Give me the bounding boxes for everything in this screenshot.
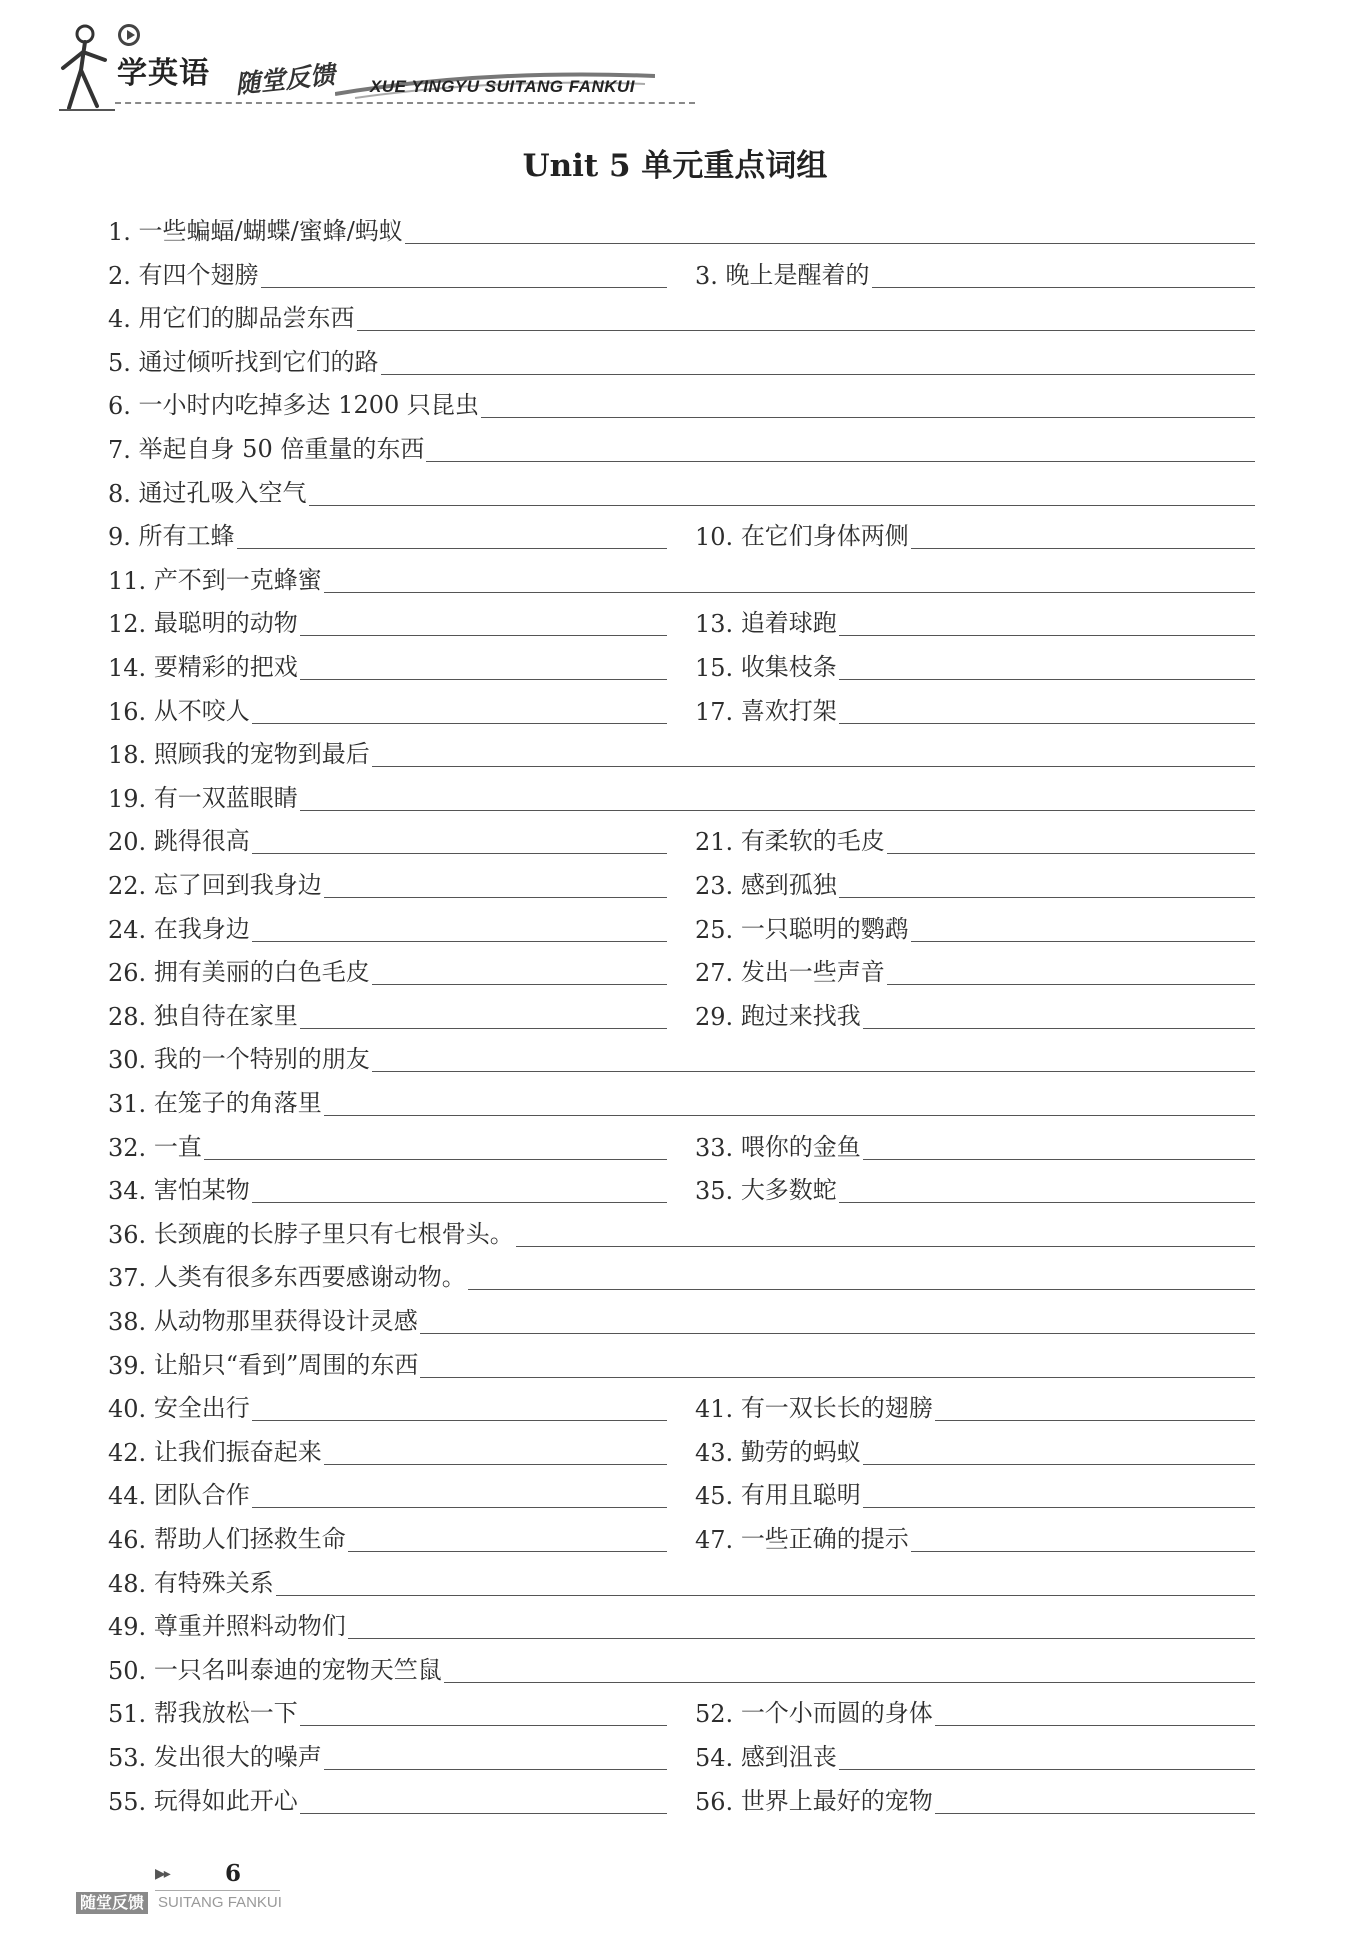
answer-blank[interactable]: [300, 1813, 667, 1814]
item-number: 9.: [108, 523, 131, 552]
answer-blank[interactable]: [252, 853, 667, 854]
item-prompt: 团队合作: [153, 1481, 250, 1510]
answer-blank[interactable]: [863, 1507, 1255, 1508]
answer-blank[interactable]: [935, 1813, 1255, 1814]
answer-blank[interactable]: [935, 1420, 1255, 1421]
answer-blank[interactable]: [935, 1725, 1255, 1726]
list-item: [108, 1346, 1255, 1380]
item-number: 30.: [108, 1046, 147, 1075]
item-number: 20.: [108, 828, 147, 857]
list-item: [695, 1476, 1255, 1510]
item-prompt: 有一双蓝眼睛: [153, 783, 298, 812]
answer-blank[interactable]: [276, 1595, 1255, 1596]
item-number: 25.: [695, 915, 734, 944]
answer-blank[interactable]: [237, 548, 667, 549]
list-item: [108, 953, 667, 987]
item-number: 40.: [108, 1395, 147, 1424]
item-prompt: 世界上最好的宠物: [740, 1786, 933, 1815]
list-item: [695, 866, 1255, 900]
item-number: 34.: [108, 1177, 147, 1206]
item-prompt: 最聪明的动物: [153, 609, 298, 638]
item-number: 27.: [695, 959, 734, 988]
list-item: [108, 1607, 1255, 1641]
item-number: 15.: [695, 654, 734, 682]
item-prompt: 发出一些声音: [740, 958, 885, 987]
list-item: [695, 604, 1255, 638]
item-prompt: 用它们的脚品尝东西: [138, 304, 355, 333]
footer-divider: [155, 1890, 280, 1891]
item-number: 48.: [108, 1569, 147, 1598]
item-prompt: 一些蝙蝠/蝴蝶/蜜蜂/蚂蚁: [138, 217, 403, 245]
list-item: [108, 1738, 667, 1772]
answer-blank[interactable]: [300, 1725, 667, 1726]
item-number: 38.: [108, 1308, 147, 1336]
answer-blank[interactable]: [420, 1377, 1255, 1378]
list-item: [108, 692, 667, 726]
list-item: [108, 910, 667, 944]
item-prompt: 有四个翅膀: [138, 260, 259, 289]
answer-blank[interactable]: [911, 548, 1255, 549]
answer-blank[interactable]: [872, 287, 1255, 288]
answer-blank[interactable]: [252, 1420, 667, 1421]
answer-blank[interactable]: [324, 592, 1255, 593]
answer-blank[interactable]: [324, 1769, 667, 1770]
list-item: [108, 1040, 1255, 1074]
list-item: [108, 1302, 1255, 1336]
item-prompt: 尊重并照料动物们: [153, 1612, 346, 1641]
list-item: [108, 1694, 667, 1728]
answer-blank[interactable]: [887, 853, 1255, 854]
list-item: [108, 1520, 667, 1554]
item-number: 5.: [108, 348, 131, 377]
list-item: [108, 1651, 1255, 1685]
item-number: 13.: [695, 610, 734, 639]
item-prompt: 一直: [153, 1132, 202, 1161]
item-prompt: 人类有很多东西要感谢动物。: [153, 1263, 466, 1292]
list-item: [695, 1128, 1255, 1162]
item-number: 44.: [108, 1482, 147, 1511]
list-item: [108, 1389, 667, 1423]
item-number: 55.: [108, 1787, 147, 1816]
item-prompt: 玩得如此开心: [153, 1786, 298, 1815]
answer-blank[interactable]: [300, 679, 667, 680]
item-number: 22.: [108, 872, 147, 900]
item-prompt: 通过倾听找到它们的路: [138, 347, 379, 376]
item-number: 28.: [108, 1002, 147, 1031]
item-prompt: 帮我放松一下: [153, 1699, 298, 1728]
item-prompt: 感到沮丧: [740, 1743, 837, 1771]
list-item: [108, 779, 1255, 813]
item-number: 18.: [108, 741, 147, 770]
item-prompt: 一只聪明的鹦鹉: [740, 914, 909, 943]
footer-badge: 随堂反馈: [76, 1892, 148, 1914]
answer-blank[interactable]: [348, 1638, 1255, 1639]
list-item: [695, 1389, 1255, 1423]
item-number: 33.: [695, 1133, 734, 1162]
item-prompt: 拥有美丽的白色毛皮: [153, 958, 370, 987]
list-item: [695, 910, 1255, 944]
page-title: Unit 5 单元重点词组: [522, 148, 828, 184]
list-item: [108, 822, 667, 856]
list-item: [108, 1171, 667, 1205]
list-item: [108, 1782, 667, 1816]
list-item: [695, 692, 1255, 726]
item-prompt: 一些正确的提示: [740, 1525, 909, 1553]
item-number: 10.: [695, 523, 734, 552]
answer-blank[interactable]: [863, 1159, 1255, 1160]
answer-blank[interactable]: [324, 1464, 667, 1465]
item-prompt: 发出很大的噪声: [153, 1743, 322, 1771]
answer-blank[interactable]: [887, 984, 1255, 985]
answer-blank[interactable]: [444, 1682, 1255, 1683]
answer-blank[interactable]: [405, 243, 1255, 244]
list-item: [108, 1476, 667, 1510]
item-number: 14.: [108, 654, 147, 682]
list-item: [695, 822, 1255, 856]
item-prompt: 所有工蜂: [138, 522, 235, 551]
list-item: [695, 997, 1255, 1031]
item-prompt: 照顾我的宠物到最后: [153, 740, 370, 769]
item-prompt: 有柔软的毛皮: [740, 827, 885, 856]
item-prompt: 追着球跑: [740, 609, 837, 638]
item-prompt: 感到孤独: [740, 871, 837, 899]
item-prompt: 要精彩的把戏: [153, 653, 298, 681]
answer-blank[interactable]: [372, 984, 667, 985]
list-item: [695, 517, 1255, 551]
answer-blank[interactable]: [863, 1464, 1255, 1465]
item-prompt: 从动物那里获得设计灵感: [153, 1307, 418, 1335]
item-prompt: 有特殊关系: [153, 1568, 274, 1597]
item-number: 39.: [108, 1351, 147, 1380]
item-prompt: 喜欢打架: [740, 696, 837, 725]
item-prompt: 收集枝条: [740, 653, 837, 681]
item-number: 19.: [108, 784, 147, 813]
item-prompt: 让我们振奋起来: [153, 1437, 322, 1466]
answer-blank[interactable]: [516, 1246, 1255, 1247]
item-number: 35.: [695, 1177, 734, 1206]
list-item: [695, 1520, 1255, 1554]
item-number: 17.: [695, 697, 734, 726]
answer-blank[interactable]: [324, 1115, 1255, 1116]
answer-blank[interactable]: [324, 897, 667, 898]
answer-blank[interactable]: [357, 330, 1255, 331]
page-number: 6: [225, 1860, 242, 1887]
item-prompt: 有一双长长的翅膀: [740, 1394, 933, 1423]
item-number: 24.: [108, 915, 147, 944]
answer-blank[interactable]: [372, 1071, 1255, 1072]
list-item: [108, 997, 667, 1031]
item-number: 11.: [108, 566, 147, 595]
answer-blank[interactable]: [348, 1551, 667, 1552]
item-prompt: 忘了回到我身边: [153, 871, 322, 899]
answer-blank[interactable]: [911, 1551, 1255, 1552]
list-item: [108, 430, 1255, 464]
item-number: 21.: [695, 828, 734, 857]
answer-blank[interactable]: [261, 287, 667, 288]
item-number: 47.: [695, 1526, 734, 1554]
answer-blank[interactable]: [309, 505, 1255, 506]
item-number: 36.: [108, 1220, 147, 1249]
item-number: 7.: [108, 436, 131, 464]
item-number: 42.: [108, 1438, 147, 1467]
answer-blank[interactable]: [381, 374, 1255, 375]
item-prompt: 勤劳的蚂蚁: [740, 1437, 861, 1466]
item-prompt: 一只名叫泰迪的宠物天竺鼠: [153, 1655, 442, 1684]
item-prompt: 产不到一克蜂蜜: [153, 565, 322, 594]
answer-blank[interactable]: [252, 723, 667, 724]
answer-blank[interactable]: [204, 1159, 667, 1160]
answer-blank[interactable]: [252, 941, 667, 942]
brand-pinyin: XUE YINGYU SUITANG FANKUI: [370, 77, 636, 96]
item-number: 45.: [695, 1482, 734, 1511]
list-item: [108, 866, 667, 900]
answer-blank[interactable]: [468, 1289, 1255, 1290]
item-number: 46.: [108, 1526, 147, 1554]
answer-blank[interactable]: [300, 810, 1255, 811]
item-prompt: 有用且聪明: [740, 1481, 861, 1510]
list-item: [108, 735, 1255, 769]
item-number: 49.: [108, 1613, 147, 1642]
list-item: [108, 386, 1255, 420]
item-prompt: 通过孔吸入空气: [138, 478, 307, 507]
item-prompt: 跑过来找我: [740, 1001, 861, 1030]
item-number: 4.: [108, 305, 131, 334]
answer-blank[interactable]: [252, 1202, 667, 1203]
item-number: 12.: [108, 610, 147, 639]
item-number: 31.: [108, 1090, 147, 1118]
answer-blank[interactable]: [300, 1028, 667, 1029]
item-prompt: 一小时内吃掉多达 1200 只昆虫: [138, 391, 479, 420]
list-item: [108, 604, 667, 638]
item-number: 29.: [695, 1002, 734, 1031]
item-number: 54.: [695, 1744, 734, 1772]
item-number: 53.: [108, 1744, 147, 1772]
list-item: [108, 256, 667, 290]
list-item: [695, 256, 1255, 290]
list-item: [108, 474, 1255, 508]
item-number: 1.: [108, 218, 131, 246]
item-number: 8.: [108, 479, 131, 508]
list-item: [695, 1433, 1255, 1467]
item-prompt: 在我身边: [153, 914, 250, 943]
answer-blank[interactable]: [839, 723, 1255, 724]
item-prompt: 举起自身 50 倍重量的东西: [138, 435, 425, 463]
list-item: [695, 1171, 1255, 1205]
list-item: [695, 1738, 1255, 1772]
item-number: 50.: [108, 1656, 147, 1685]
item-number: 3.: [695, 261, 718, 290]
arrow-right-icon: ▶▸: [155, 1866, 169, 1882]
item-number: 16.: [108, 697, 147, 726]
item-prompt: 我的一个特别的朋友: [153, 1045, 370, 1074]
item-number: 2.: [108, 261, 131, 290]
item-prompt: 喂你的金鱼: [740, 1132, 861, 1161]
item-prompt: 从不咬人: [153, 696, 250, 725]
list-item: [695, 1694, 1255, 1728]
answer-blank[interactable]: [839, 1202, 1255, 1203]
answer-blank[interactable]: [839, 635, 1255, 636]
item-number: 52.: [695, 1700, 734, 1729]
item-prompt: 长颈鹿的长脖子里只有七根骨头。: [153, 1219, 514, 1248]
item-prompt: 帮助人们拯救生命: [153, 1525, 346, 1553]
list-item: [108, 1084, 1255, 1118]
item-number: 37.: [108, 1264, 147, 1293]
list-item: [108, 343, 1255, 377]
item-prompt: 在笼子的角落里: [153, 1089, 322, 1117]
item-number: 32.: [108, 1133, 147, 1162]
answer-blank[interactable]: [300, 635, 667, 636]
brand-title: 学英语: [117, 56, 210, 91]
answer-blank[interactable]: [420, 1333, 1255, 1334]
brand-subtitle: 随堂反馈: [233, 59, 337, 100]
item-prompt: 让船只“看到”周围的东西: [153, 1350, 419, 1379]
item-number: 26.: [108, 959, 147, 988]
answer-blank[interactable]: [863, 1028, 1255, 1029]
answer-blank[interactable]: [839, 1769, 1255, 1770]
list-item: [108, 561, 1255, 595]
item-number: 6.: [108, 392, 131, 421]
item-prompt: 安全出行: [153, 1394, 250, 1423]
item-number: 43.: [695, 1438, 734, 1467]
item-number: 51.: [108, 1700, 147, 1729]
list-item: [108, 517, 667, 551]
item-number: 41.: [695, 1395, 734, 1424]
item-prompt: 晚上是醒着的: [725, 260, 870, 289]
answer-blank[interactable]: [481, 417, 1255, 418]
item-number: 23.: [695, 872, 734, 900]
list-item: [695, 1782, 1255, 1816]
list-item: [108, 1433, 667, 1467]
list-item: [108, 1564, 1255, 1598]
answer-blank[interactable]: [839, 897, 1255, 898]
item-prompt: 一个小而圆的身体: [740, 1699, 933, 1728]
answer-blank[interactable]: [426, 461, 1255, 462]
list-item: [108, 648, 667, 682]
list-item: [108, 1128, 667, 1162]
footer-pinyin: SUITANG FANKUI: [158, 1894, 282, 1911]
list-item: [108, 299, 1255, 333]
list-item: [695, 953, 1255, 987]
item-prompt: 在它们身体两侧: [740, 522, 909, 551]
list-item: [108, 212, 1255, 246]
list-item: [695, 648, 1255, 682]
item-prompt: 害怕某物: [153, 1176, 250, 1205]
answer-blank[interactable]: [252, 1507, 667, 1508]
list-item: [108, 1258, 1255, 1292]
item-number: 56.: [695, 1787, 734, 1816]
answer-blank[interactable]: [372, 766, 1255, 767]
answer-blank[interactable]: [911, 941, 1255, 942]
list-item: [108, 1215, 1255, 1249]
item-prompt: 跳得很高: [153, 827, 250, 856]
item-prompt: 独自待在家里: [153, 1001, 298, 1030]
answer-blank[interactable]: [839, 679, 1255, 680]
item-prompt: 大多数蛇: [740, 1176, 837, 1205]
